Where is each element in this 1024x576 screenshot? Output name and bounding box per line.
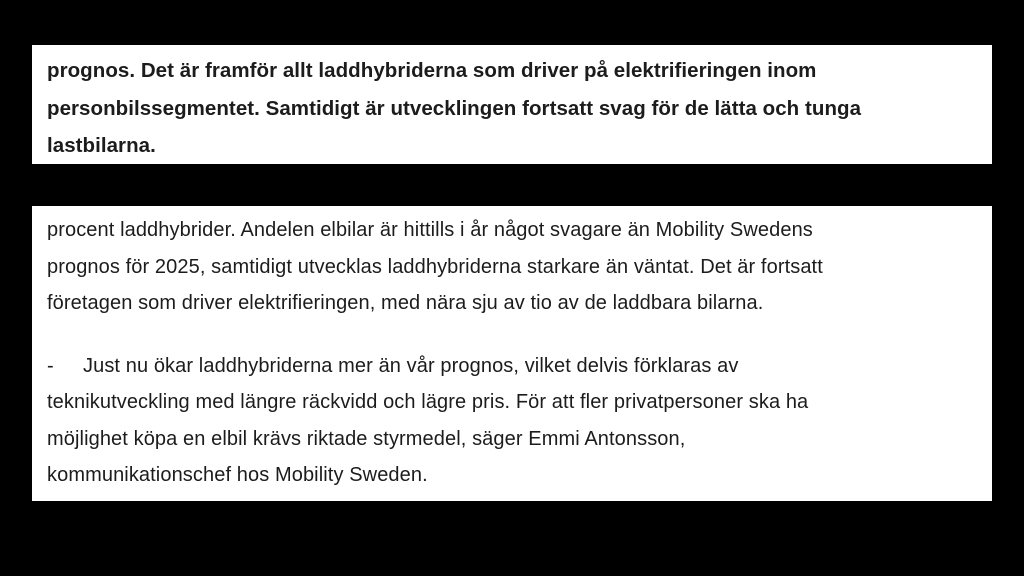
paragraph1-line-1: procent laddhybrider. Andelen elbilar är hittills i år något svagare än Mobility Swedens [47,219,813,241]
quote-dash: - [47,354,54,377]
paragraph1-line-2: prognos för 2025, samtidigt utvecklas laddhybriderna starkare än väntat. Det är fortsatt [47,255,823,278]
paragraph1-line-3: företagen som driver elektrifieringen, med nära sju av tio av de laddbara bilarna. [47,292,764,314]
top-excerpt-line-3: lastbilarna. [47,134,156,157]
paragraph2-line-1 [47,348,992,385]
top-excerpt-line-1: prognos. Det är framför allt laddhybriderna som driver på elektrifieringen inom [47,59,817,82]
paragraph2-line-2: teknikutveckling med längre räckvidd och lägre pris. För att fler privatpersoner ska ha [47,391,809,413]
paragraph2-line-4: kommunikationschef hos Mobility Sweden. [47,464,428,486]
paragraph2-line-3: möjlighet köpa en elbil krävs riktade styrmedel, säger Emmi Antonsson, [47,427,686,450]
paragraph-spacer [47,322,992,348]
paragraph2-line-1-text: Just nu ökar laddhybriderna mer än vår prognos, vilket delvis förklaras av [83,354,739,377]
paragraph-statistics [47,212,992,322]
bottom-text-excerpt [32,206,992,501]
top-text-excerpt [32,45,992,164]
top-excerpt-line-2: personbilssegmentet. Samtidigt är utvecklingen fortsatt svag för de lätta och tunga [47,96,862,120]
paragraph-quote [47,348,992,494]
